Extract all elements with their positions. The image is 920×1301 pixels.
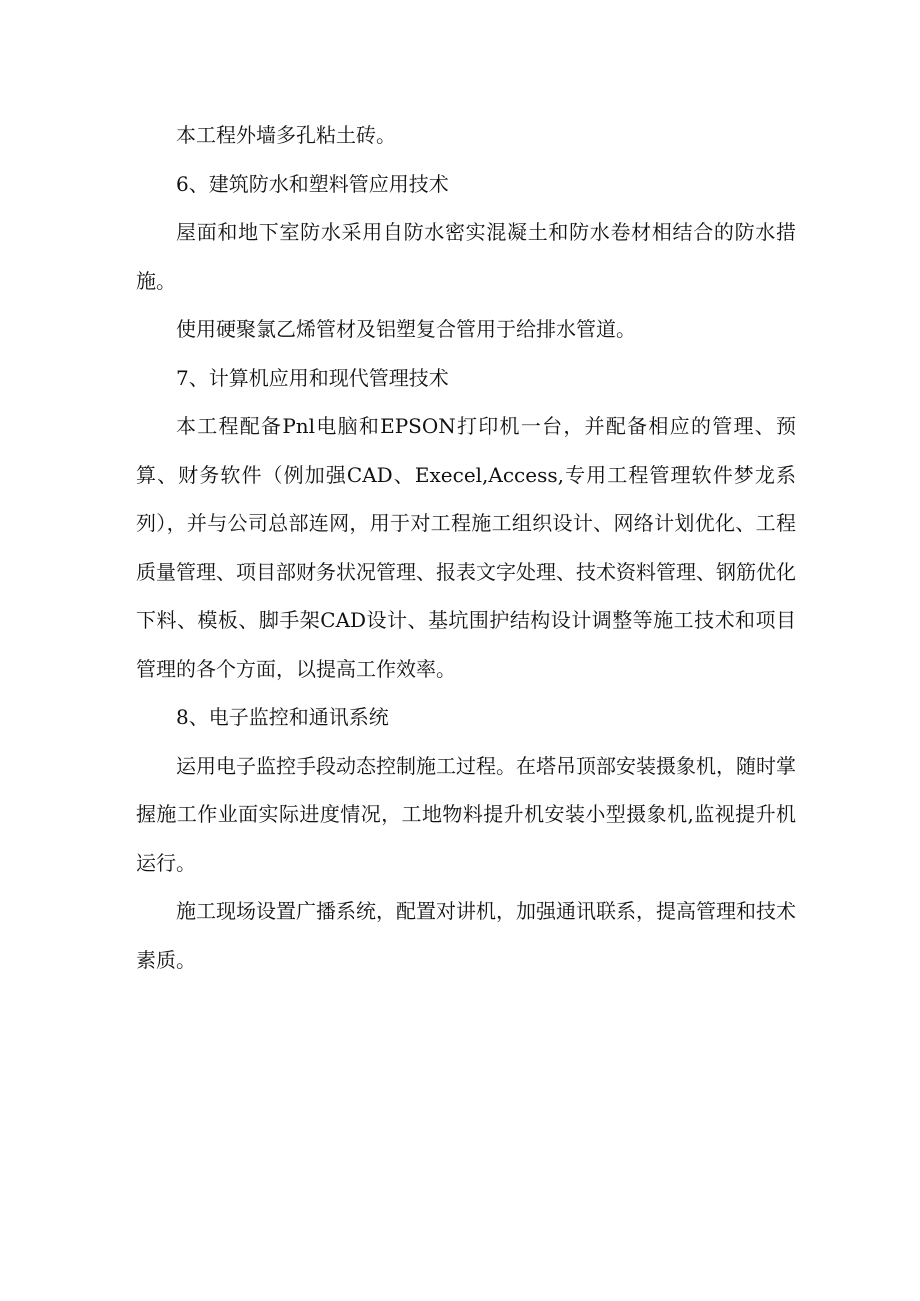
paragraph-waterproofing: 屋面和地下室防水采用自防水密实混凝土和防水卷材相结合的防水措施。	[136, 220, 796, 293]
section-heading-7: 7、计算机应用和现代管理技术	[176, 365, 449, 390]
document-body	[136, 111, 796, 984]
paragraph-exterior-wall: 本工程外墙多孔粘土砖。	[176, 123, 396, 147]
section-heading-8: 8、电子监控和通讯系统	[176, 705, 389, 729]
paragraph-pvc-pipes: 使用硬聚氯乙烯管材及铝塑复合管用于给排水管道。	[176, 317, 636, 341]
paragraph-electronic-monitoring: 运用电子监控手段动态控制施工过程。在塔吊顶部安装摄象机，随时掌握施工作业面实际进度情况，工地物料提升机安装小型摄象机,监视提升机运行。	[136, 753, 796, 875]
paragraph-broadcast-system: 施工现场设置广播系统，配置对讲机，加强通讯联系，提高管理和技术素质。	[136, 899, 796, 972]
paragraph-computer-management: 本工程配备Pnl电脑和EPSON打印机一台，并配备相应的管理、预算、财务软件（例加强CAD、Execel,Access,专用工程管理软件梦龙系列），并与公司总部连网，用于对工程施工组织设计、网络计划优化、工程质量管理、项目部财务状况管理、报表文字处理、技术资料管理、钢筋优化下料、模板、脚手架CAD设计、基坑围护结构设计调整等施工技术和项目管理的各个方面，以提高工作效率。	[136, 414, 796, 681]
section-heading-6: 6、建筑防水和塑料管应用技术	[176, 171, 449, 196]
